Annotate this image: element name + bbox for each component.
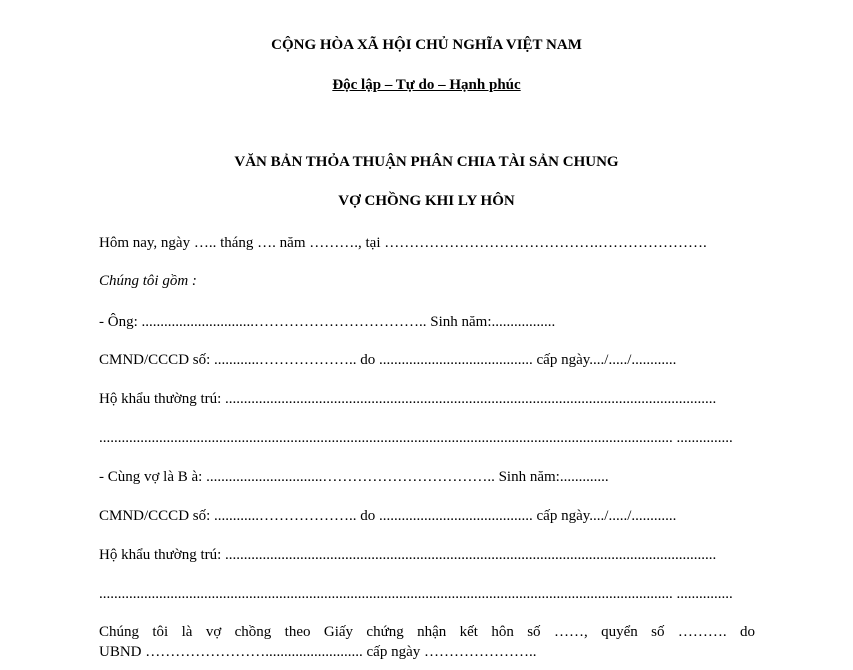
marriage-word: theo [284, 624, 311, 640]
parties-intro: Chúng tôi gồm : [99, 273, 197, 289]
date-line: Hôm nay, ngày ….. tháng …. năm ………., tại …………………………………….…………………. [99, 235, 707, 251]
marriage-certificate-line [99, 623, 755, 641]
marriage-word: vợ [205, 624, 222, 640]
marriage-word: ……, [553, 624, 588, 640]
wife-residence-cont-line: ......................................................................................................................................................... ............... [99, 586, 733, 602]
wife-residence-line: Hộ khẩu thường trú: ................................................................................................................................... [99, 547, 717, 563]
husband-id-line: CMND/CCCD số: ............……………….. do ......................................... cấp ngày..../...../............ [99, 352, 677, 368]
marriage-word: hôn [491, 624, 514, 640]
country-header: CỘNG HÒA XÃ HỘI CHỦ NGHĨA VIỆT NAM [271, 37, 582, 53]
motto-text: Độc lập – Tự do – Hạnh phúc [332, 77, 521, 93]
motto-header [0, 77, 853, 94]
marriage-word: tôi [152, 624, 169, 640]
husband-residence-line: Hộ khẩu thường trú: ................................................................................................................................... [99, 391, 717, 407]
wife-id-line: CMND/CCCD số: ............……………….. do ......................................... cấp ngày..../...../............ [99, 508, 677, 524]
marriage-word: là [181, 624, 193, 640]
marriage-word: Chúng [99, 624, 140, 640]
marriage-word: số [651, 624, 665, 640]
marriage-word: nhận [417, 624, 447, 640]
document-title-line1: VĂN BẢN THỎA THUẬN PHÂN CHIA TÀI SẢN CHUNG [234, 154, 619, 170]
marriage-word: chứng [366, 624, 404, 640]
marriage-word: Giấy [323, 624, 354, 640]
marriage-word: chồng [234, 624, 272, 640]
wife-name-line: - Cùng vợ là B à: ...............................…………………………….. Sinh năm:............. [99, 469, 609, 485]
marriage-word: kết [459, 624, 478, 640]
marriage-word: do [739, 624, 755, 640]
husband-name-line: - Ông: ..............................…………………………….. Sinh năm:................. [99, 314, 556, 330]
document-title-line2: VỢ CHỒNG KHI LY HÔN [338, 193, 515, 209]
marriage-word: quyển [601, 624, 638, 640]
husband-residence-cont-line: ......................................................................................................................................................... ............... [99, 430, 733, 446]
marriage-word: số [527, 624, 541, 640]
marriage-issuer-line: UBND …………………….......................... cấp ngày ………………….. [99, 644, 537, 660]
marriage-word: ………. [677, 624, 727, 640]
